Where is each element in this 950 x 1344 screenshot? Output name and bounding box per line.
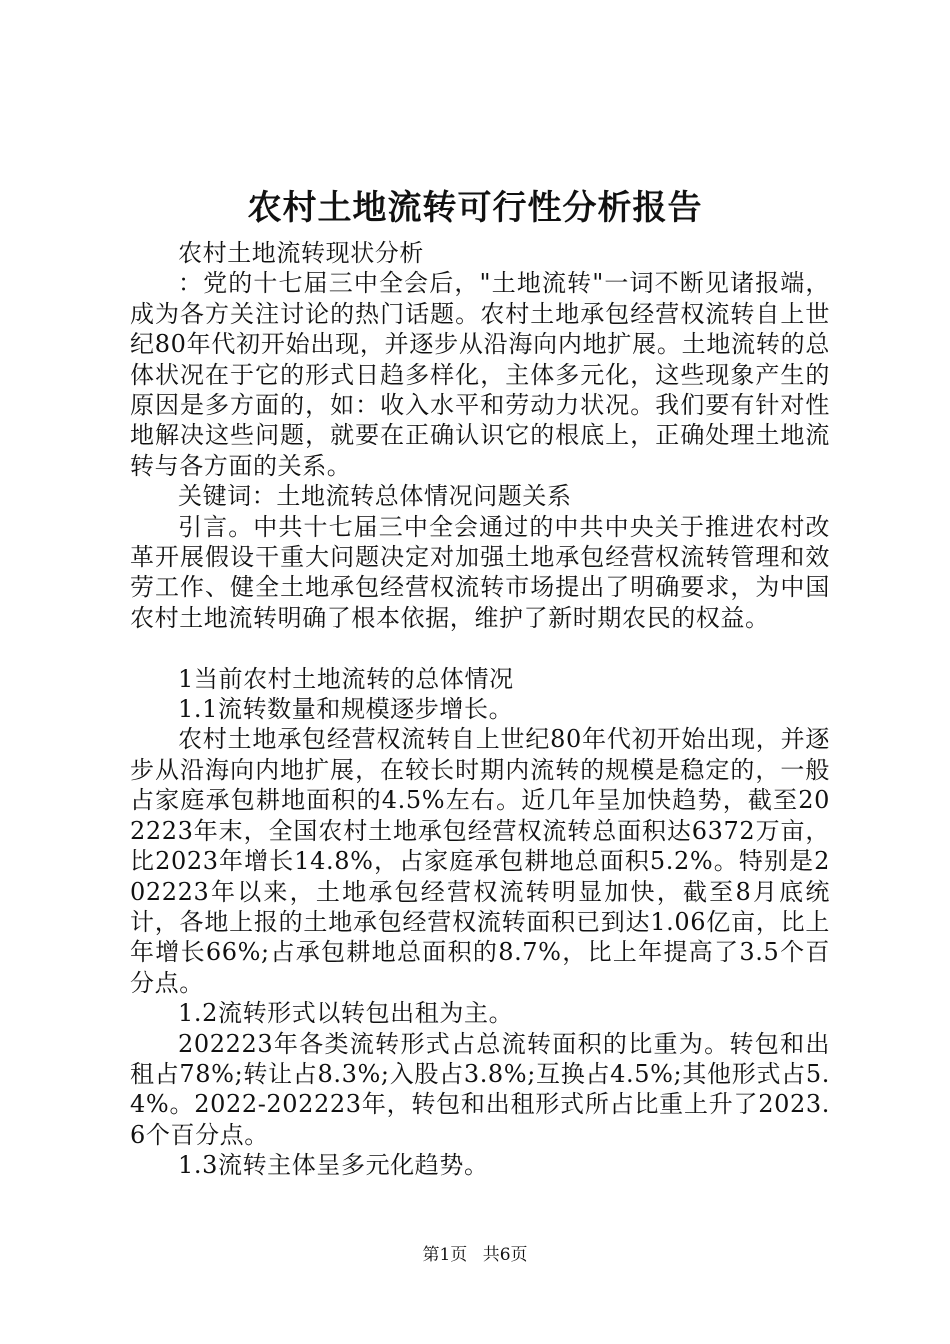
abstract-paragraph: ：党的十七届三中全会后，"土地流转"一词不断见诸报端，成为各方关注讨论的热门话题。农村土地承包经营权流转自上世纪80年代初开始出现，并逐步从沿海向内地扩展。土地流转的总体状况在于它的形式日趋多样化，主体多元化，这些现象产生的原因是多方面的，如：收入水平和劳动力状况。我们要有针对性地解决这些问题，就要在正确认识它的根底上，正确处理土地流转与各方面的关系。: [130, 269, 830, 480]
page-footer: [0, 1243, 950, 1267]
subsection-heading-1-1: 1.1流转数量和规模逐步增长。: [178, 695, 514, 724]
document-body: [130, 238, 830, 1181]
section-heading-status-analysis: 农村土地流转现状分析: [178, 239, 424, 267]
page-total: 共6页: [482, 1245, 528, 1265]
body-paragraph-1-1: 农村土地承包经营权流转自上世纪80年代初开始出现，并逐步从沿海向内地扩展，在较长时期内流转的规模是稳定的，一般占家庭承包耕地面积的4.5%左右。近几年呈加快趋势，截至202223年末，全国农村土地承包经营权流转总面积达6372万亩，比2023年增长14.8%，占家庭承包耕地总面积5.2%。特别是202223年以来，土地承包经营权流转明显加快，截至8月底统计，各地上报的土地承包经营权流转面积已到达1.06亿亩，比上年增长66%;占承包耕地总面积的8.7%，比上年提高了3.5个百分点。: [130, 725, 830, 997]
section-heading-1: 1当前农村土地流转的总体情况: [178, 664, 514, 693]
introduction-paragraph: 引言。中共十七届三中全会通过的中共中央关于推进农村改革开展假设干重大问题决定对加强土地承包经营权流转管理和效劳工作、健全土地承包经营权流转市场提出了明确要求，为中国农村土地流转明确了根本依据，维护了新时期农民的权益。: [130, 512, 830, 632]
page-number: 第1页: [422, 1245, 468, 1265]
subsection-heading-1-3: 1.3流转主体呈多元化趋势。: [178, 1151, 489, 1180]
subsection-heading-1-2: 1.2流转形式以转包出租为主。: [178, 999, 514, 1028]
body-paragraph-1-2: 202223年各类流转形式占总流转面积的比重为。转包和出租占78%;转让占8.3%;入股占3.8%;互换占4.5%;其他形式占5.4%。2022-202223年，转包和出租形式所占比重上升了2023.6个百分点。: [130, 1029, 830, 1149]
keywords-paragraph: 关键词：土地流转总体情况问题关系: [178, 482, 572, 511]
document-title: 农村土地流转可行性分析报告: [247, 188, 703, 228]
